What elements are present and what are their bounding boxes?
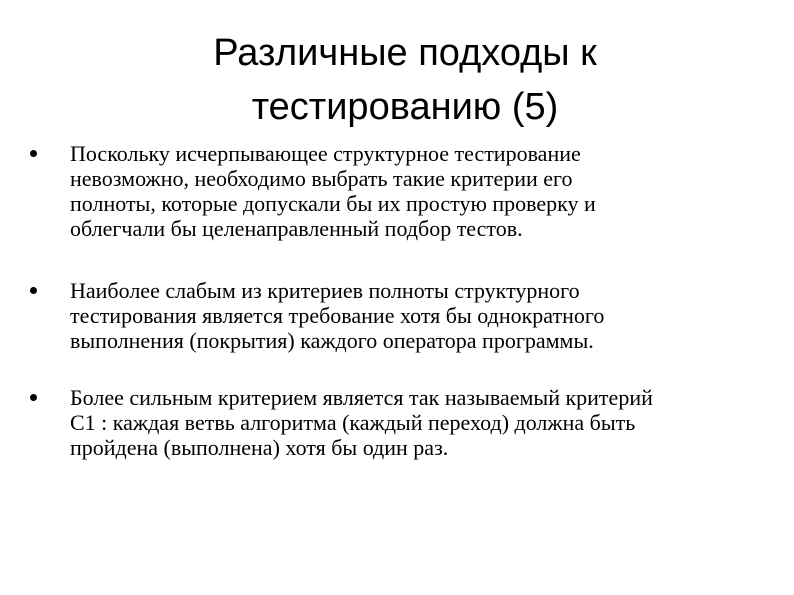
title-line-1: Различные подходы к bbox=[213, 32, 597, 74]
bullet-text-line: Более сильным критерием является так называемый критерий bbox=[70, 385, 653, 410]
bullet-item bbox=[70, 141, 770, 241]
title-line-2: тестированию (5) bbox=[251, 86, 559, 128]
bullet-text-line: полноты, которые допускали бы их простую проверку и bbox=[70, 191, 596, 216]
bullet-text-line: Поскольку исчерпывающее структурное тестирование bbox=[70, 141, 581, 166]
bullet-text-line: С1 : каждая ветвь алгоритма (каждый переход) должна быть bbox=[70, 410, 636, 435]
bullet-item bbox=[70, 385, 770, 460]
bullet-text-line: Наиболее слабым из критериев полноты структурного bbox=[70, 278, 580, 303]
bullet-text-line: пройдена (выполнена) хотя бы один раз. bbox=[70, 435, 449, 460]
bullet-dot-icon bbox=[30, 150, 37, 157]
bullet-dot-icon bbox=[30, 287, 37, 294]
bullet-dot-icon bbox=[30, 394, 37, 401]
bullet-text-line: тестирования является требование хотя бы однократного bbox=[70, 303, 605, 328]
bullet-item bbox=[70, 278, 770, 353]
bullet-text-line: невозможно, необходимо выбрать такие критерии его bbox=[70, 166, 573, 191]
bullet-text-line: облегчали бы целенаправленный подбор тестов. bbox=[70, 216, 523, 241]
bullet-text-line: выполнения (покрытия) каждого оператора программы. bbox=[70, 328, 594, 353]
